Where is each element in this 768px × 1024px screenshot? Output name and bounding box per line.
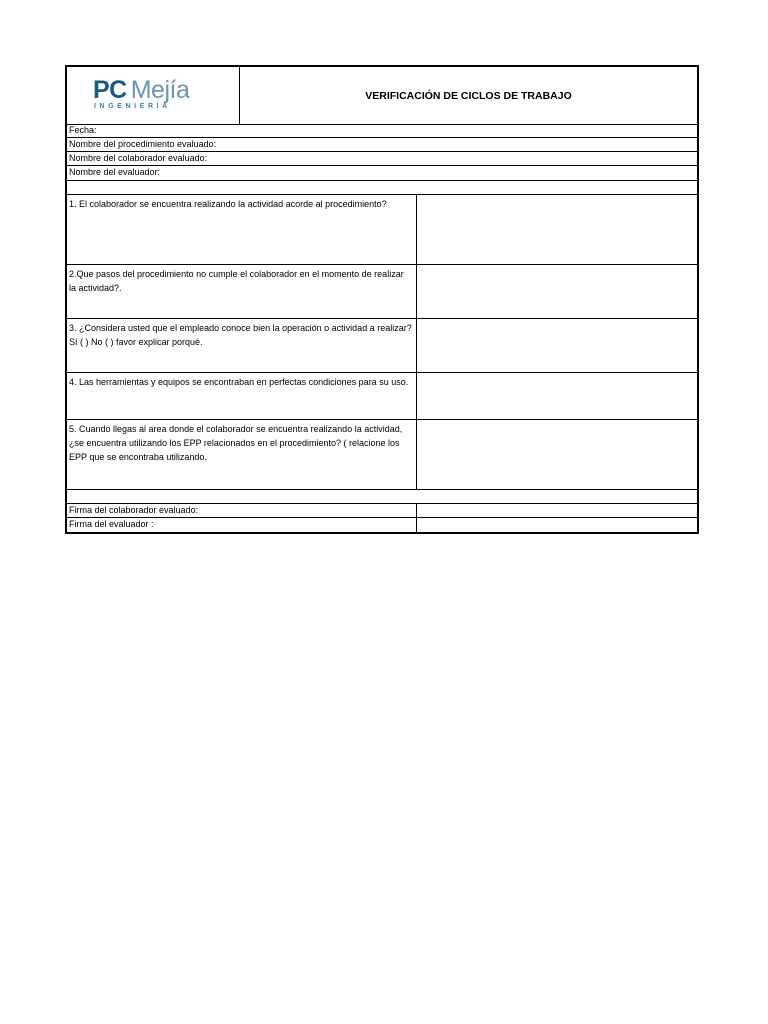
form-header (67, 67, 697, 125)
field-label-fecha: Fecha: (69, 125, 97, 135)
form-title: VERIFICACIÓN DE CICLOS DE TRABAJO (365, 89, 572, 102)
question-cell (67, 265, 417, 318)
question-row-1 (67, 195, 697, 265)
logo-brand-secondary: Mejía (130, 76, 190, 104)
field-label-evaluador: Nombre del evaluador: (69, 167, 161, 177)
question-cell (67, 195, 417, 264)
field-row-evaluador[interactable] (67, 166, 697, 181)
answer-cell-5[interactable] (418, 420, 697, 489)
signature-label-colaborador: Firma del colaborador evaluado: (69, 505, 199, 515)
logo-tagline: INGENIERÍA (94, 103, 171, 110)
signature-row-evaluador (67, 518, 697, 532)
question-row-5 (67, 420, 697, 490)
signature-label-evaluador: Firma del evaluador : (69, 519, 154, 529)
signature-label-cell (67, 518, 417, 532)
verification-form (65, 65, 699, 534)
question-text-4: 4. Las herramientas y equipos se encontraban en perfectas condiciones para su uso. (69, 377, 409, 387)
question-cell (67, 319, 417, 372)
signature-field-evaluador[interactable] (418, 518, 697, 532)
question-row-3 (67, 319, 697, 373)
question-text-1: 1. El colaborador se encuentra realizando la actividad acorde al procedimiento? (69, 199, 387, 209)
spacer-row (67, 181, 697, 195)
field-row-fecha[interactable] (67, 124, 697, 138)
question-text-3: 3. ¿Considera usted que el empleado conoce bien la operación o actividad a realizar? Sí ( ) No ( ) favor explicar porqué. (69, 323, 412, 347)
company-logo (67, 67, 240, 124)
signature-row-colaborador (67, 504, 697, 518)
question-row-4 (67, 373, 697, 420)
answer-cell-3[interactable] (418, 319, 697, 372)
signature-label-cell (67, 504, 417, 517)
field-row-procedimiento[interactable] (67, 138, 697, 152)
field-label-procedimiento: Nombre del procedimiento evaluado: (69, 139, 217, 149)
answer-cell-1[interactable] (418, 195, 697, 264)
question-text-2: 2.Que pasos del procedimiento no cumple el colaborador en el momento de realizar la actividad?. (69, 269, 404, 293)
field-row-colaborador[interactable] (67, 152, 697, 166)
field-label-colaborador: Nombre del colaborador evaluado: (69, 153, 208, 163)
answer-cell-4[interactable] (418, 373, 697, 419)
logo-wordmark (93, 76, 189, 104)
signature-field-colaborador[interactable] (418, 504, 697, 517)
logo-brand-primary: PC (93, 76, 127, 104)
answer-cell-2[interactable] (418, 265, 697, 318)
question-cell (67, 420, 417, 489)
question-cell (67, 373, 417, 419)
question-row-2 (67, 265, 697, 319)
spacer-row (67, 490, 697, 504)
question-text-5: 5. Cuando llegas al area donde el colaborador se encuentra realizando la actividad, ¿se encuentra utilizando los EPP relacionados en el procedimiento? ( relacione los EPP que se encontraba utilizando. (69, 424, 403, 462)
